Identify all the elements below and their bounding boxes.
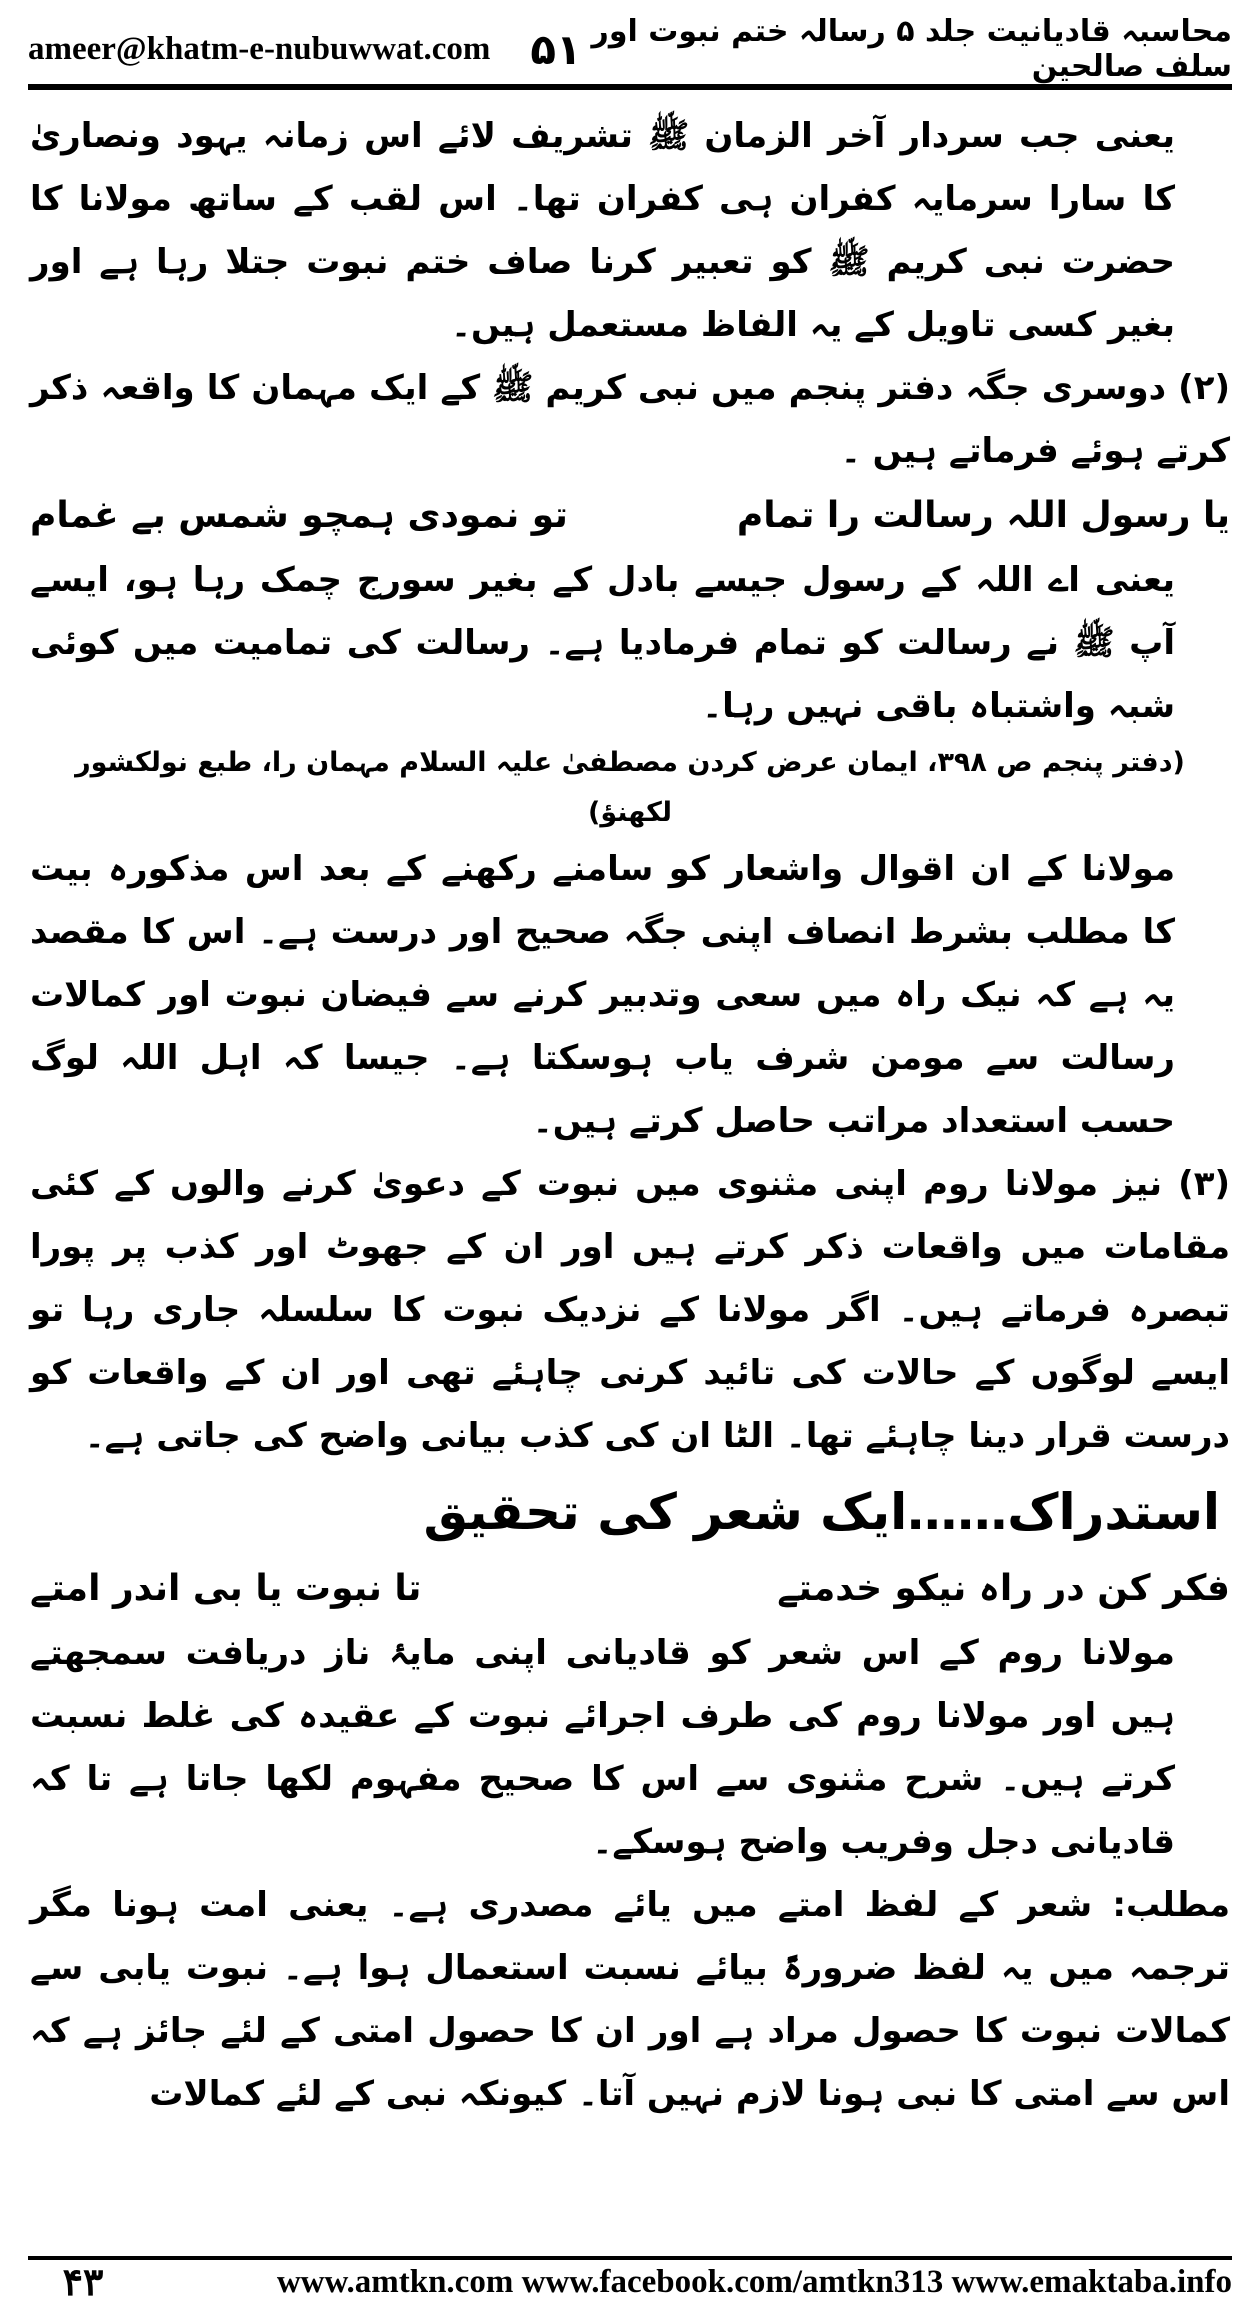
paragraph-1: یعنی جب سردار آخر الزمان ﷺ تشریف لائے اس زمانہ یہود ونصاریٰ کا سارا سرمایہ کفران ہی کفران تھا۔ اس لقب کے ساتھ مولانا کا حضرت نبی کریم ﷺ کو تعبیر کرنا صاف ختم نبوت جتلا رہا ہے اور بغیر کسی تاویل کے یہ الفاظ مستعمل ہیں۔: [30, 116, 1175, 345]
header-divider: [28, 84, 1232, 90]
header-page-number: ۵۱: [530, 24, 582, 74]
footer-page-number: ۴۳: [62, 2261, 104, 2304]
reference-citation: (دفتر پنجم ص ۳۹۸، ایمان عرض کردن مصطفیٰ علیہ السلام مہمان را، طبع نولکشور لکھنؤ): [75, 747, 1185, 828]
header-email[interactable]: ameer@khatm-e-nubuwwat.com: [28, 30, 491, 67]
paragraph-2: (۲) دوسری جگہ دفتر پنجم میں نبی کریم ﷺ کے ایک مہمان کا واقعہ ذکر کرتے ہوئے فرماتے ہیں ۔: [30, 368, 1230, 471]
page-footer: [28, 2262, 1232, 2302]
footer-links[interactable]: www.amtkn.com www.facebook.com/amtkn313 www.emaktaba.info: [276, 2263, 1232, 2300]
verse-2-second-half: تا نبوت یا بی اندر امتے: [30, 1568, 422, 1609]
paragraph-3: یعنی اے اللہ کے رسول جیسے بادل کے بغیر سورج چمک رہا ہو، ایسے آپ ﷺ نے رسالت کو تمام فرمادیا ہے۔ رسالت کی تمامیت میں کوئی شبہ واشتباہ باقی نہیں رہا۔: [30, 560, 1175, 726]
paragraph-5: (۳) نیز مولانا روم اپنی مثنوی میں نبوت کے دعویٰ کرنے والوں کے کئی مقامات میں واقعات ذکر کرتے ہیں اور ان کے جھوٹ اور کذب پر پورا تبصرہ فرماتے ہیں۔ اگر مولانا کے نزدیک نبوت کا سلسلہ جاری رہا تو ایسے لوگوں کے حالات کی تائید کرنی چاہئے تھی اور ان کے واقعات کو درست قرار دینا چاہئے تھا۔ الٹا ان کی کذب بیانی واضح کی جاتی ہے۔: [30, 1164, 1230, 1456]
page-body: [30, 105, 1230, 2126]
verse-1-first-half: یا رسول اللہ رسالت را تمام: [736, 495, 1230, 536]
verse-2: [30, 1556, 1230, 1622]
verse-2-first-half: فکر کن در راہ نیکو خدمتے: [777, 1568, 1230, 1609]
header-title: محاسبہ قادیانیت جلد ۵ رسالہ ختم نبوت اور سلف صالحین: [591, 14, 1232, 84]
section-heading: استدراک……ایک شعر کی تحقیق: [423, 1483, 1220, 1541]
paragraph-6: مولانا روم کے اس شعر کو قادیانی اپنی مایۂ ناز دریافت سمجھتے ہیں اور مولانا روم کی طرف اجرائے نبوت کے عقیدہ کی غلط نسبت کرتے ہیں۔ شرح مثنوی سے اس کا صحیح مفہوم لکھا جاتا ہے تا کہ قادیانی دجل وفریب واضح ہوسکے۔: [30, 1633, 1175, 1862]
verse-1-second-half: تو نمودی ہمچو شمس بے غمام: [30, 495, 568, 536]
paragraph-4: مولانا کے ان اقوال واشعار کو سامنے رکھنے کے بعد اس مذکورہ بیت کا مطلب بشرط انصاف اپنی جگہ صحیح اور درست ہے۔ اس کا مقصد یہ ہے کہ نیک راہ میں سعی وتدبیر کرنے سے فیضان نبوت اور کمالات رسالت سے مومن شرف یاب ہوسکتا ہے۔ جیسا کہ اہل اللہ لوگ حسب استعداد مراتب حاصل کرتے ہیں۔: [30, 849, 1175, 1141]
verse-1: [30, 483, 1230, 549]
footer-divider: [28, 2256, 1232, 2260]
paragraph-7: مطلب: شعر کے لفظ امتے میں یائے مصدری ہے۔ یعنی امت ہونا مگر ترجمہ میں یہ لفظ ضرورۃً بیائے نسبت استعمال ہوا ہے۔ نبوت یابی سے کمالات نبوت کا حصول مراد ہے اور ان کا حصول امتی کے لئے جائز ہے کہ اس سے امتی کا نبی ہونا لازم نہیں آتا۔ کیونکہ نبی کے لئے کمالات: [30, 1885, 1230, 2114]
page-header: [28, 14, 1232, 84]
